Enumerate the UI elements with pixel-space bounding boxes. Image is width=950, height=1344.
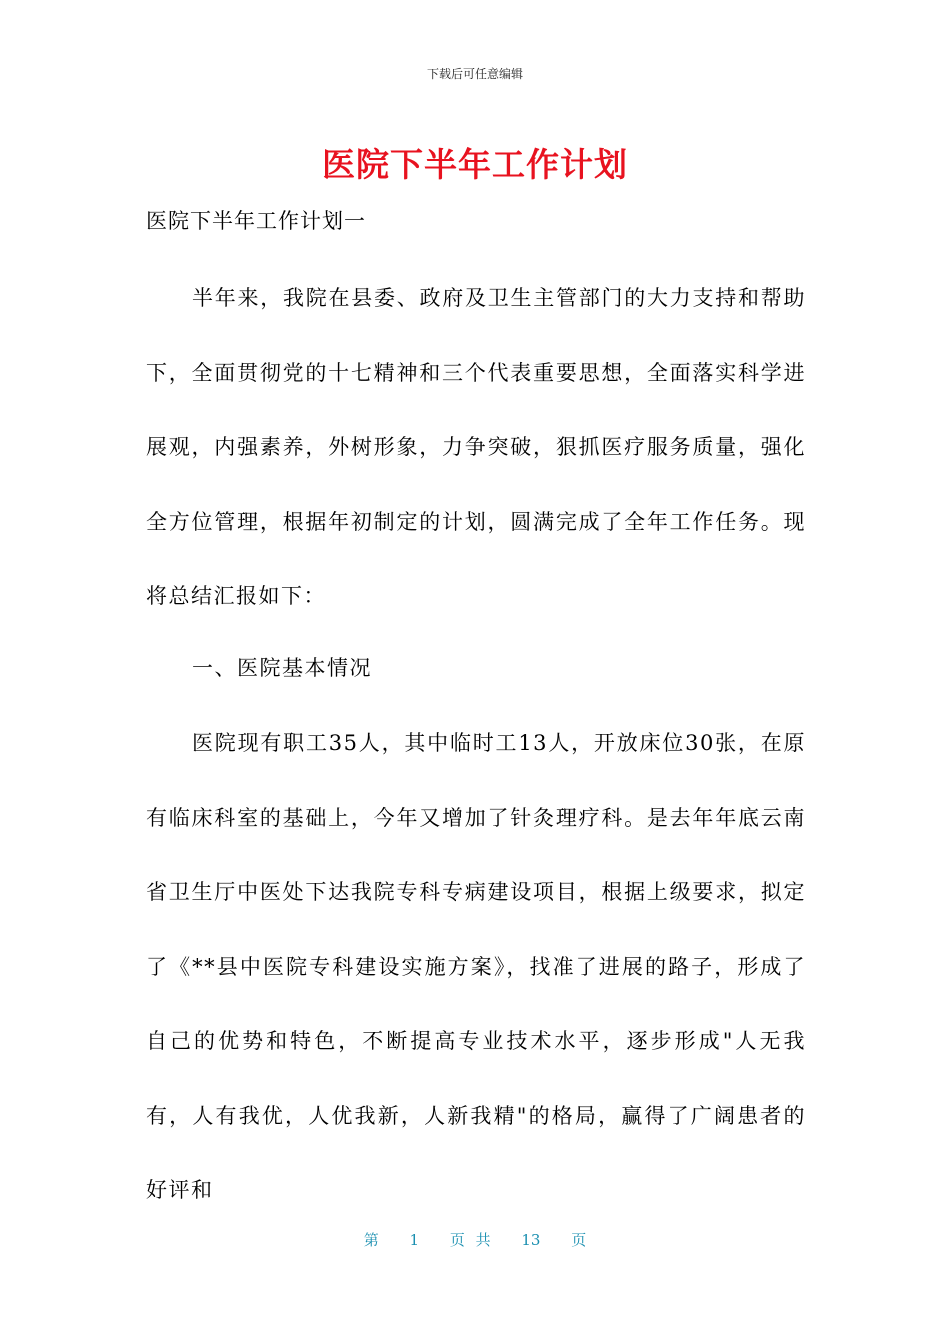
paragraph-intro: 半年来，我院在县委、政府及卫生主管部门的大力支持和帮助下，全面贯彻党的十七精神和三个代表重要思想，全面落实科学进展观，内强素养，外树形象，力争突破，狠抓医疗服务质量，强化全方位管理，根据年初制定的计划，圆满完成了全年工作任务。现将总结汇报如下： [146, 286, 806, 608]
page-footer [0, 1229, 950, 1251]
section-heading: 一、医院基本情况 [192, 656, 372, 680]
paragraph-basic-info: 医院现有职工35人，其中临时工13人，开放床位30张，在原有临床科室的基础上，今年又增加了针灸理疗科。是去年年底云南省卫生厅中医处下达我院专科专病建设项目，根据上级要求，拟定了《**县中医院专科建设实施方案》，找准了进展的路子，形成了自己的优势和特色，不断提高专业技术水平，逐步形成"人无我有，人有我优，人优我新，人新我精"的格局，赢得了广阔患者的好评和 [146, 731, 806, 1202]
footer-suffix: 页 [571, 1231, 587, 1249]
footer-mid: 页 共 [449, 1231, 491, 1249]
document-title: 医院下半年工作计划 [322, 145, 628, 184]
footer-prefix: 第 [363, 1231, 379, 1249]
document-subtitle: 医院下半年工作计划一 [146, 209, 366, 233]
footer-page-number: 1 [409, 1231, 420, 1249]
header-note: 下载后可任意编辑 [426, 67, 523, 81]
footer-total-pages: 13 [521, 1231, 541, 1249]
